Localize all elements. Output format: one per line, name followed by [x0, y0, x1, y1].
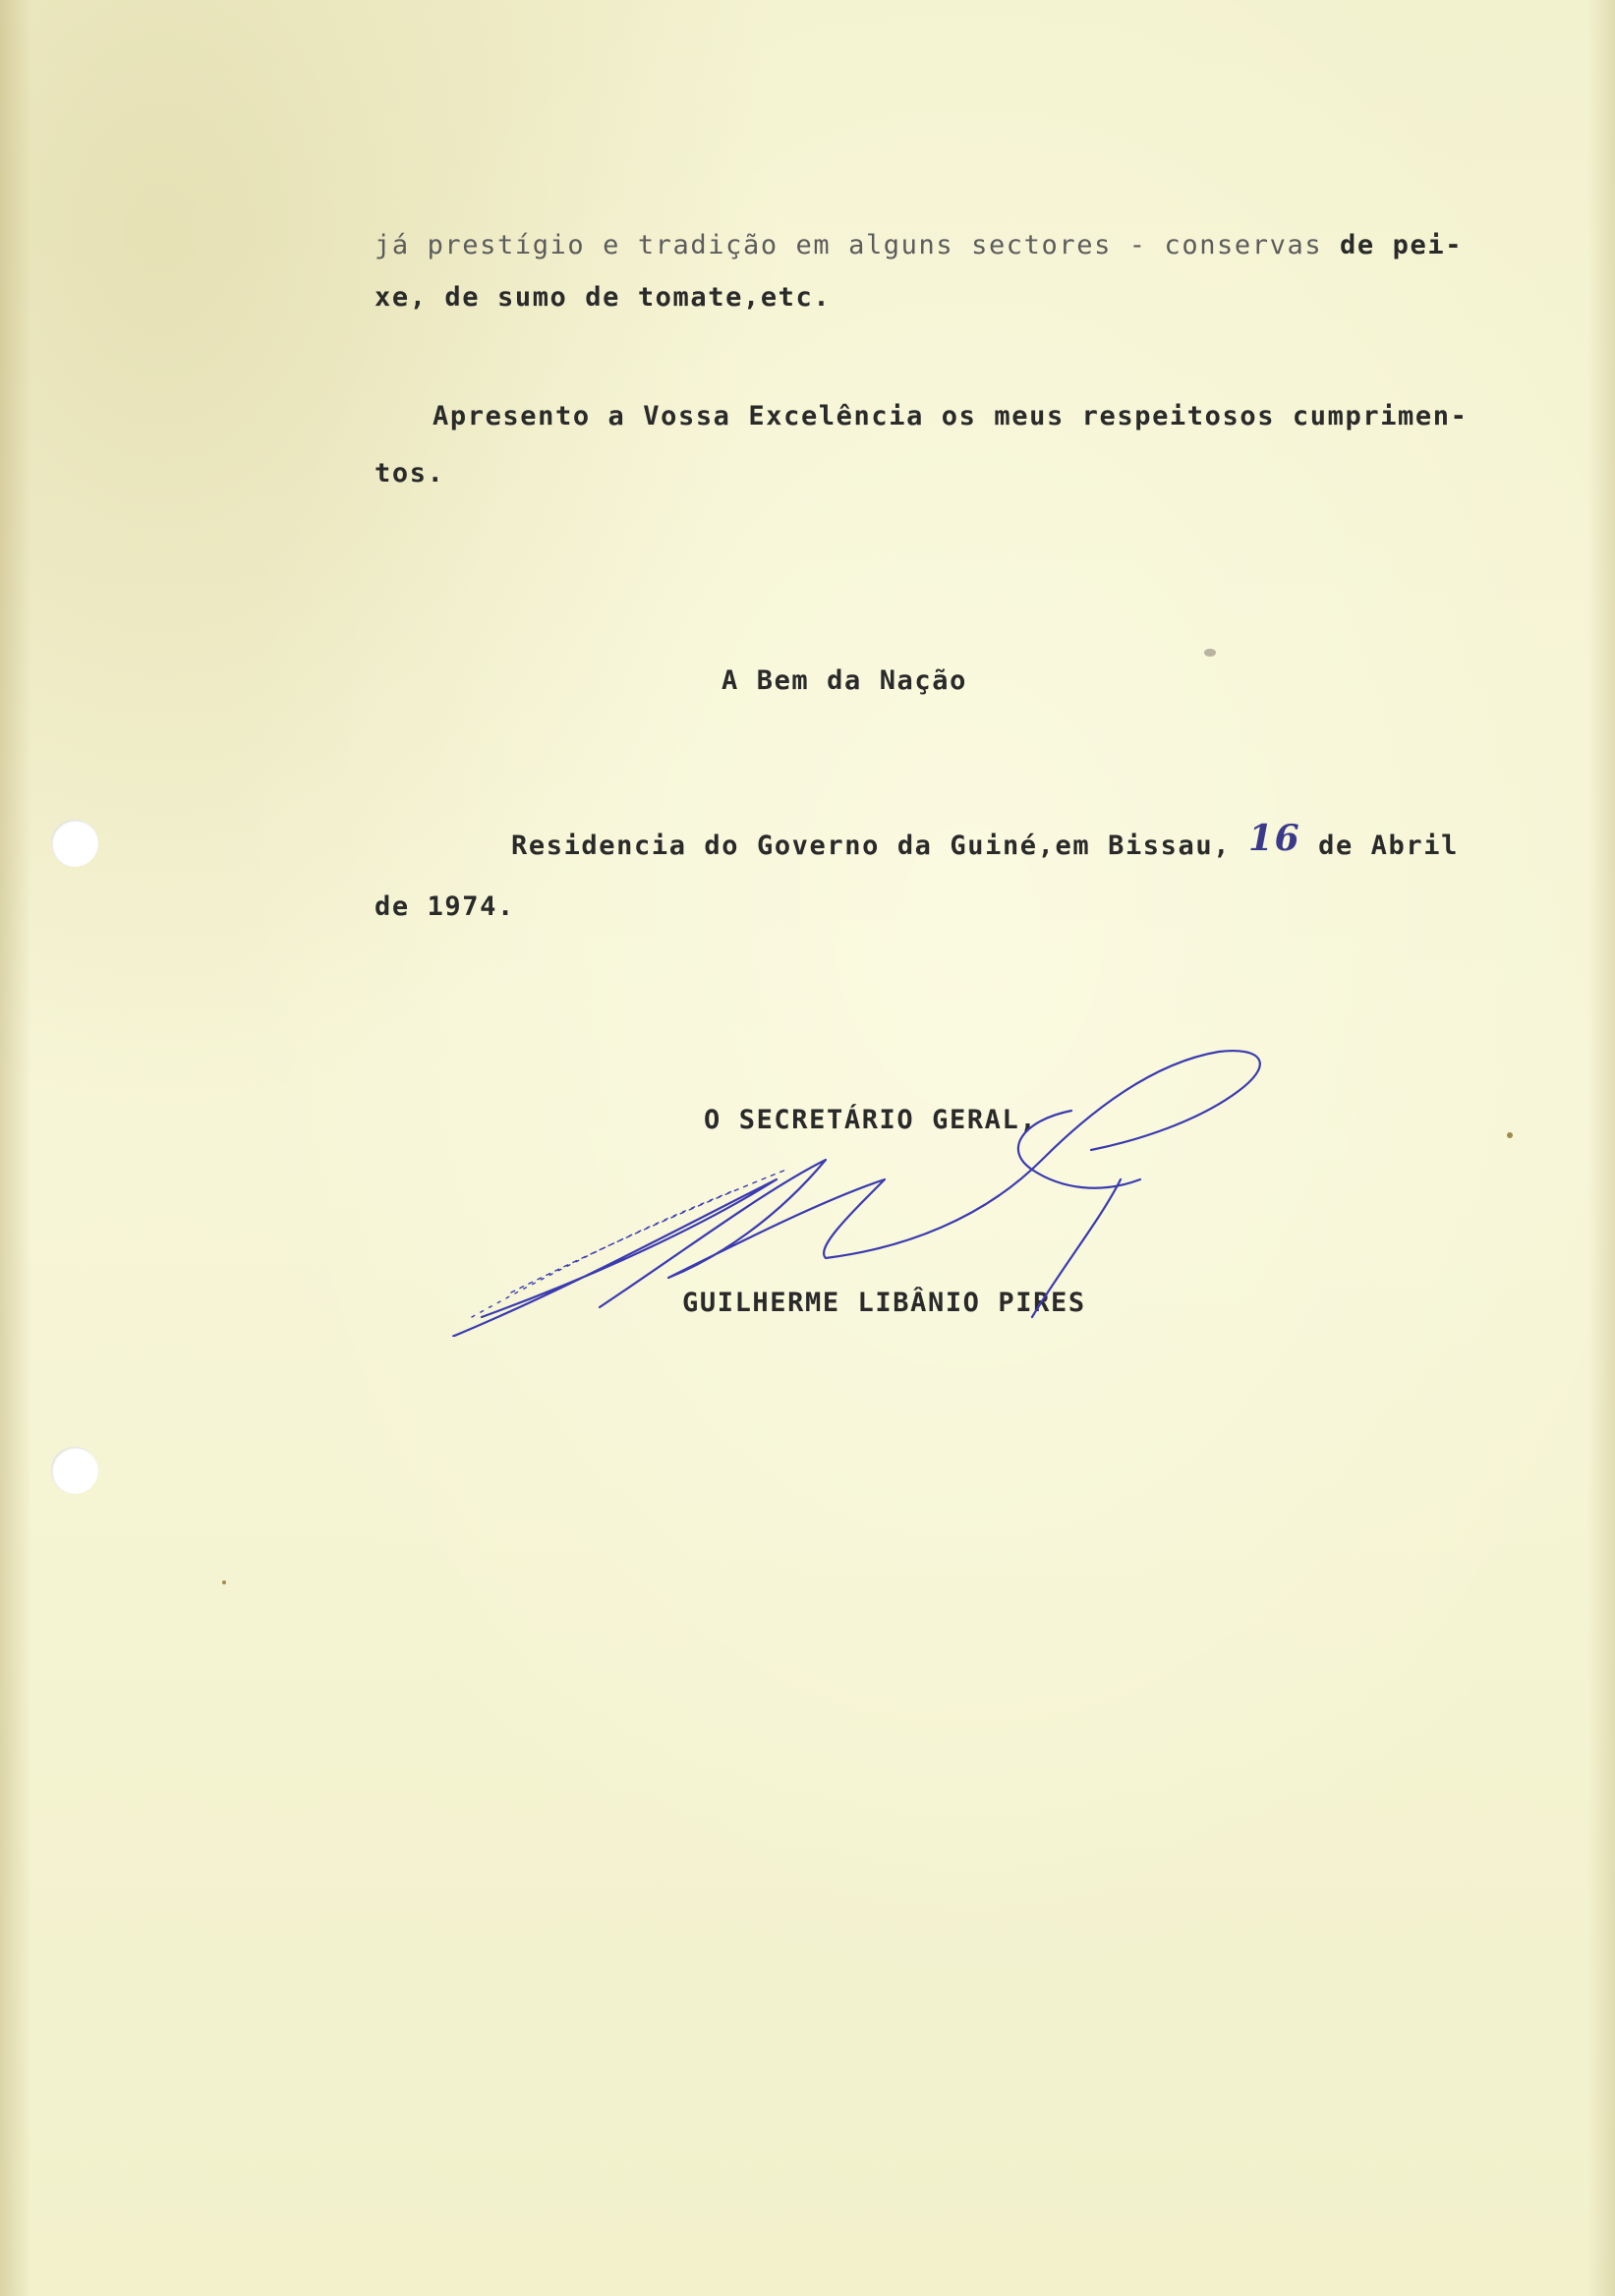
- paper-speck: [1204, 649, 1216, 657]
- signatory-title: O SECRETÁRIO GERAL,: [704, 1105, 1038, 1135]
- paper-speck: [1507, 1132, 1513, 1138]
- paragraph-2-line-2: tos.: [375, 458, 445, 488]
- paragraph-1-line-1: [375, 230, 1463, 260]
- handwritten-signature: [452, 1022, 1298, 1337]
- paper-speck: [222, 1580, 226, 1584]
- place-date-line-2: de 1974.: [375, 891, 515, 922]
- closing-formula: A Bem da Nação: [721, 665, 967, 696]
- paper-edge-left: [0, 0, 31, 2296]
- paragraph-1-line-2: xe, de sumo de tomate,etc.: [375, 282, 832, 313]
- signatory-name: GUILHERME LIBÂNIO PIRES: [682, 1288, 1086, 1318]
- paper-edge-right: [1587, 0, 1615, 2296]
- place-text: Residencia do Governo da Guiné,em Bissau,: [511, 831, 1232, 861]
- month-text: de Abril: [1318, 831, 1459, 861]
- handwritten-day: 16: [1247, 818, 1301, 859]
- paragraph-2-line-1: Apresento a Vossa Excelência os meus respeitosos cumprimen-: [433, 401, 1469, 431]
- place-date-line-1: [511, 818, 1459, 863]
- punch-hole-bottom: [51, 1447, 98, 1494]
- punch-hole-top: [51, 820, 98, 867]
- paragraph-1-line-1-faint: já prestígio e tradição em alguns sectores - conservas: [375, 230, 1323, 260]
- paragraph-1-line-1-end: de pei-: [1322, 230, 1464, 260]
